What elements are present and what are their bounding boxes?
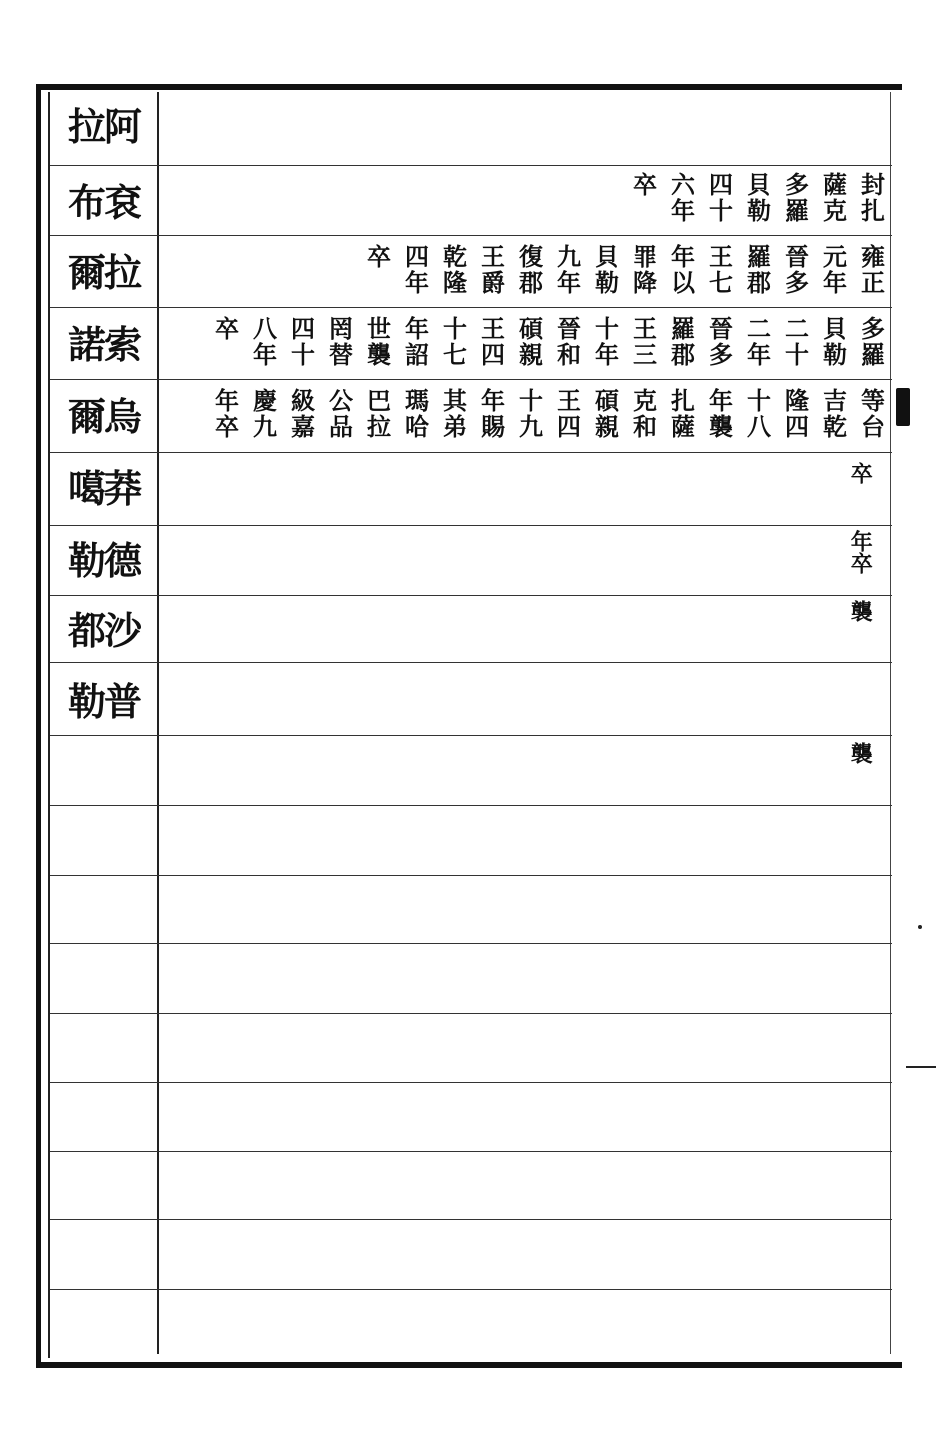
text-column: 級 嘉	[291, 386, 315, 441]
text-column: 年 襲	[709, 386, 733, 441]
row-rule	[50, 1219, 892, 1220]
edge-tick	[906, 1066, 936, 1068]
text-column: 十 九	[519, 386, 543, 441]
text-column: 貝 勒	[823, 314, 847, 369]
text-column: 吉 乾	[823, 386, 847, 441]
text-column: 隆 四	[785, 386, 809, 441]
text-column: 卒	[367, 242, 391, 271]
text-column: 八 年	[253, 314, 277, 369]
name-cell: 諾索	[67, 322, 140, 367]
name-cell: 布袞	[67, 180, 140, 225]
ink-dot	[918, 925, 922, 929]
text-column: 晉 多	[709, 314, 733, 369]
row-rule	[50, 595, 892, 596]
text-column: 晉 和	[557, 314, 581, 369]
text-column: 四 十	[291, 314, 315, 369]
text-column: 碩 親	[519, 314, 543, 369]
text-column: 十 七	[443, 314, 467, 369]
text-column: 多 羅	[785, 170, 809, 225]
text-column: 王 三	[633, 314, 657, 369]
binding-tab-mark	[896, 388, 910, 426]
text-column: 慶 九	[253, 386, 277, 441]
row-rule	[50, 1082, 892, 1083]
text-column: 年 賜	[481, 386, 505, 441]
row-rule	[50, 165, 892, 166]
text-column: 罔 替	[329, 314, 353, 369]
text-column: 卒	[633, 170, 657, 199]
text-column: 貝 勒	[595, 242, 619, 297]
row-rule	[50, 943, 892, 944]
text-column: 王 七	[709, 242, 733, 297]
text-column: 十 八	[747, 386, 771, 441]
name-cell: 爾烏	[67, 394, 140, 439]
text-column: 其 弟	[443, 386, 467, 441]
row-rule	[50, 525, 892, 526]
name-cell: 勒普	[67, 679, 140, 724]
text-column: 六 年	[671, 170, 695, 225]
entry-row-2	[364, 244, 888, 296]
text-column: 公 品	[329, 386, 353, 441]
row-rule	[50, 379, 892, 380]
text-column: 年 卒	[215, 386, 239, 441]
text-column: 復 郡	[519, 242, 543, 297]
name-cell: 噶莽	[67, 466, 140, 511]
name-cell: 爾拉	[67, 250, 140, 295]
note-row-6: 卒	[847, 462, 874, 484]
note-row-8: 襲	[847, 600, 874, 622]
name-cell: 勒德	[67, 538, 140, 583]
text-column: 多 羅	[861, 314, 885, 369]
text-column: 封 扎	[861, 170, 885, 225]
text-column: 扎 薩	[671, 386, 695, 441]
row-rule	[50, 805, 892, 806]
right-edge-rule	[890, 92, 891, 1354]
entry-row-4	[212, 388, 888, 440]
text-column: 克 和	[633, 386, 657, 441]
note-row-10: 襲	[847, 742, 874, 764]
inner-border	[48, 92, 50, 1358]
text-column: 薩 克	[823, 170, 847, 225]
text-column: 十 年	[595, 314, 619, 369]
text-column: 晉 多	[785, 242, 809, 297]
text-column: 乾 隆	[443, 242, 467, 297]
name-column-divider	[157, 92, 159, 1354]
text-column: 瑪 哈	[405, 386, 429, 441]
row-rule	[50, 735, 892, 736]
name-cell: 拉阿	[67, 104, 140, 149]
text-column: 王 四	[481, 314, 505, 369]
text-column: 等 台	[861, 386, 885, 441]
row-rule	[50, 1151, 892, 1152]
text-column: 九 年	[557, 242, 581, 297]
text-column: 年 詔	[405, 314, 429, 369]
row-rule	[50, 307, 892, 308]
text-column: 四 十	[709, 170, 733, 225]
row-rule	[50, 452, 892, 453]
entry-row-1	[630, 172, 888, 224]
text-column: 王 爵	[481, 242, 505, 297]
text-column: 二 年	[747, 314, 771, 369]
text-column: 王 四	[557, 386, 581, 441]
row-rule	[50, 235, 892, 236]
text-column: 巴 拉	[367, 386, 391, 441]
text-column: 羅 郡	[671, 314, 695, 369]
row-rule	[50, 1289, 892, 1290]
row-rule	[50, 875, 892, 876]
text-column: 罪 降	[633, 242, 657, 297]
row-rule	[50, 662, 892, 663]
text-column: 碩 親	[595, 386, 619, 441]
text-column: 羅 郡	[747, 242, 771, 297]
text-column: 世 襲	[367, 314, 391, 369]
text-column: 二 十	[785, 314, 809, 369]
note-row-7: 年卒	[847, 530, 874, 574]
text-column: 貝 勒	[747, 170, 771, 225]
entry-row-3	[212, 316, 888, 368]
text-column: 卒	[215, 314, 239, 343]
row-rule	[50, 1013, 892, 1014]
text-column: 雍 正	[861, 242, 885, 297]
text-column: 四 年	[405, 242, 429, 297]
name-cell: 都沙	[67, 608, 140, 653]
text-column: 年 以	[671, 242, 695, 297]
text-column: 元 年	[823, 242, 847, 297]
